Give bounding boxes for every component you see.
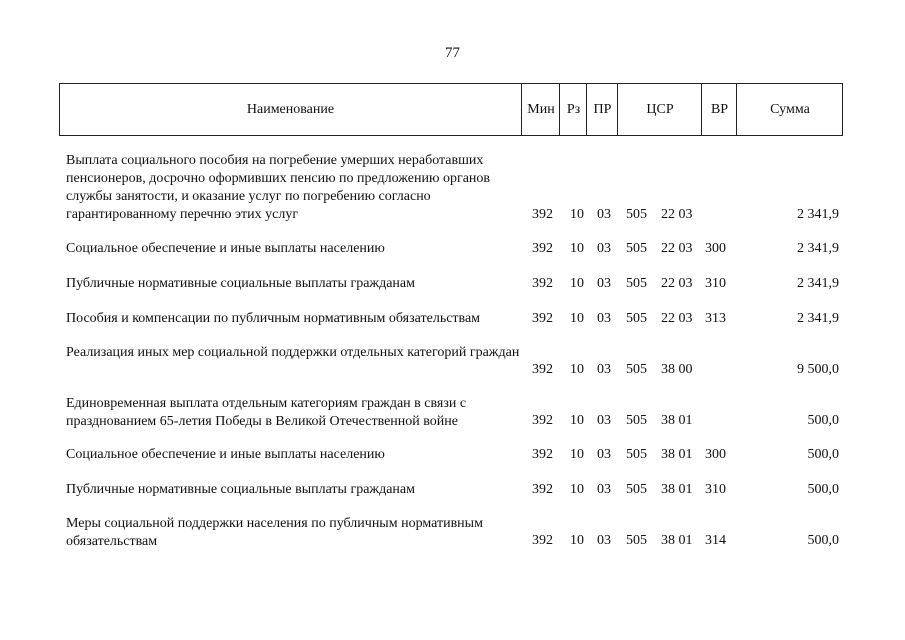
row-pr: 03	[597, 533, 611, 548]
row-name: Социальное обеспечение и иные выплаты населению	[66, 447, 385, 462]
row-name: Пособия и компенсации по публичным нормативным обязательствам	[66, 311, 481, 326]
row-vr: 310	[705, 482, 726, 497]
row-vr: 313	[705, 311, 726, 326]
row-rz: 10	[570, 413, 584, 428]
row-rz: 10	[570, 276, 584, 291]
row-min: 392	[532, 207, 553, 222]
row-csr-code: 22 03	[661, 276, 693, 291]
row-csr-code: 38 01	[661, 533, 693, 548]
row-sum: 2 341,9	[797, 276, 839, 291]
column-header-pr: ПР	[586, 84, 618, 135]
row-name: Единовременная выплата отдельным категориям граждан в связи с празднованием 65-летия Победы в Великой Отечественной войне	[66, 396, 467, 429]
row-sum: 2 341,9	[797, 207, 839, 222]
row-csr-code: 38 00	[661, 362, 693, 377]
row-vr: 300	[705, 447, 726, 462]
row-sum: 9 500,0	[797, 362, 839, 377]
table-header	[59, 83, 843, 136]
row-name: Меры социальной поддержки населения по публичным нормативным обязательствам	[66, 516, 483, 549]
row-min: 392	[532, 362, 553, 377]
page-number: 77	[445, 45, 460, 61]
column-header-min: Мин	[521, 84, 560, 135]
row-rz: 10	[570, 533, 584, 548]
row-csr-program: 505	[626, 311, 647, 326]
row-rz: 10	[570, 362, 584, 377]
row-csr-program: 505	[626, 362, 647, 377]
row-csr-program: 505	[626, 482, 647, 497]
row-csr-code: 38 01	[661, 482, 693, 497]
row-name: Выплата социального пособия на погребение умерших неработавших пенсионеров, досрочно оформивших пенсию по предложению органов службы занятости, и оказание услуг по погребению согласно гарантированному перечню этих услуг	[66, 153, 491, 222]
row-vr: 300	[705, 241, 726, 256]
row-min: 392	[532, 276, 553, 291]
row-sum: 500,0	[807, 482, 839, 497]
row-rz: 10	[570, 241, 584, 256]
row-pr: 03	[597, 413, 611, 428]
row-pr: 03	[597, 207, 611, 222]
row-sum: 500,0	[807, 533, 839, 548]
row-min: 392	[532, 482, 553, 497]
row-min: 392	[532, 241, 553, 256]
row-csr-program: 505	[626, 447, 647, 462]
row-min: 392	[532, 413, 553, 428]
row-csr-code: 22 03	[661, 207, 693, 222]
row-rz: 10	[570, 482, 584, 497]
row-sum: 500,0	[807, 447, 839, 462]
column-header-csr: ЦСР	[617, 84, 702, 135]
row-vr: 314	[705, 533, 726, 548]
column-header-sum: Сумма	[736, 84, 843, 135]
row-vr: 310	[705, 276, 726, 291]
row-pr: 03	[597, 276, 611, 291]
row-rz: 10	[570, 311, 584, 326]
row-csr-code: 22 03	[661, 311, 693, 326]
row-csr-program: 505	[626, 413, 647, 428]
row-sum: 500,0	[807, 413, 839, 428]
row-pr: 03	[597, 362, 611, 377]
row-pr: 03	[597, 482, 611, 497]
row-pr: 03	[597, 447, 611, 462]
row-pr: 03	[597, 241, 611, 256]
row-min: 392	[532, 311, 553, 326]
row-sum: 2 341,9	[797, 241, 839, 256]
row-csr-code: 38 01	[661, 413, 693, 428]
column-header-vr: ВР	[701, 84, 737, 135]
column-header-rz: Рз	[559, 84, 587, 135]
row-rz: 10	[570, 447, 584, 462]
row-csr-code: 38 01	[661, 447, 693, 462]
row-csr-program: 505	[626, 207, 647, 222]
row-csr-program: 505	[626, 276, 647, 291]
row-name: Публичные нормативные социальные выплаты гражданам	[66, 276, 415, 291]
row-csr-code: 22 03	[661, 241, 693, 256]
row-min: 392	[532, 533, 553, 548]
row-name: Социальное обеспечение и иные выплаты населению	[66, 241, 385, 256]
row-name: Реализация иных мер социальной поддержки отдельных категорий граждан	[66, 345, 520, 360]
row-sum: 2 341,9	[797, 311, 839, 326]
row-rz: 10	[570, 207, 584, 222]
row-csr-program: 505	[626, 241, 647, 256]
column-header-name: Наименование	[246, 102, 335, 117]
row-min: 392	[532, 447, 553, 462]
row-pr: 03	[597, 311, 611, 326]
row-name: Публичные нормативные социальные выплаты гражданам	[66, 482, 415, 497]
row-csr-program: 505	[626, 533, 647, 548]
